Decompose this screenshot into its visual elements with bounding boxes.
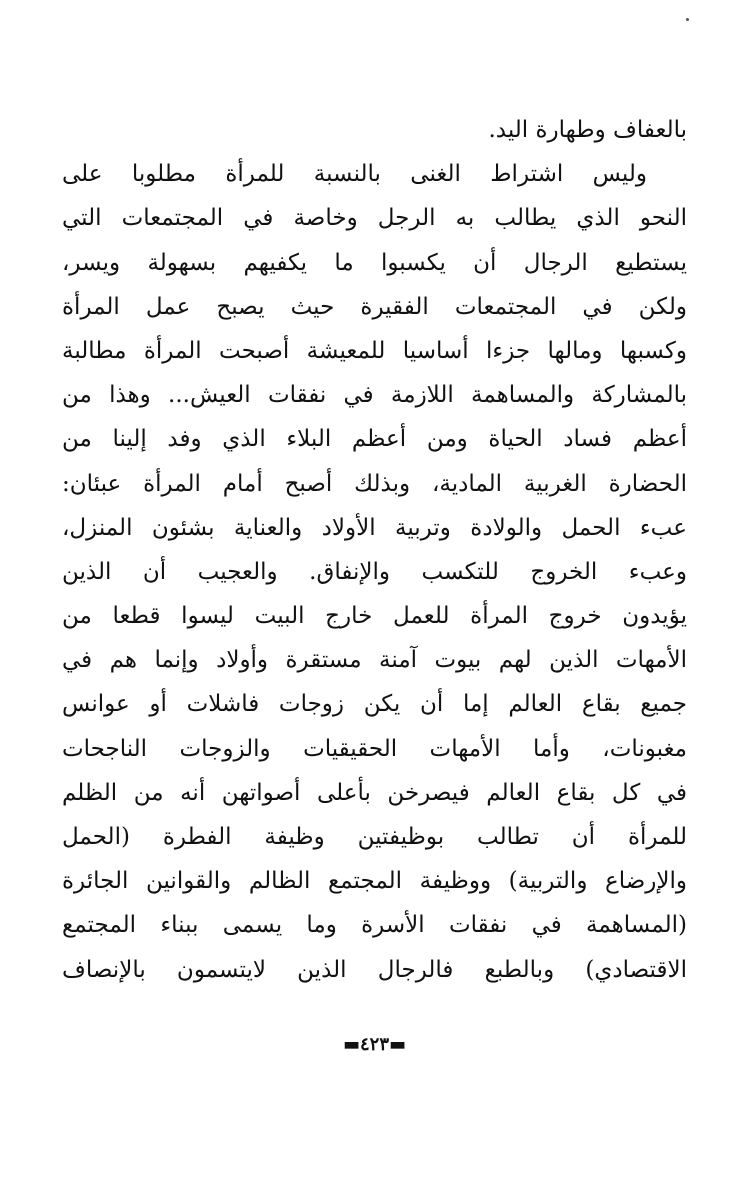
text-line: النحو الذي يطالب به الرجل وخاصة في المجتمعات التي: [62, 205, 687, 232]
text-line: يستطيع الرجال أن يكسبوا ما يكفيهم بسهولة ويسر،: [62, 249, 687, 276]
text-line: ولكن في المجتمعات الفقيرة حيث يصبح عمل المرأة: [62, 293, 687, 320]
text-line: الحضارة الغربية المادية، وبذلك أصبح أمام المرأة عبئان:: [62, 470, 687, 497]
text-line: الاقتصادي) وبالطبع فالرجال الذين لايتسمون بالإنصاف: [62, 956, 687, 983]
paragraph-first-line: وليس اشتراط الغنى بالنسبة للمرأة مطلوبا على: [62, 161, 647, 188]
text-line: وعبء الخروج للتكسب والإنفاق. والعجيب أن الذين: [62, 558, 687, 585]
text-line: للمرأة أن تطالب بوظيفتين وظيفة الفطرة (الحمل: [62, 824, 687, 850]
text-line: الأمهات الذين لهم بيوت آمنة مستقرة وأولاد وإنما هم في: [62, 647, 687, 674]
text-line: بالمشاركة والمساهمة اللازمة في نفقات العيش... وهذا من: [62, 382, 687, 409]
text-line: (المساهمة في نفقات الأسرة وما يسمى ببناء المجتمع: [62, 912, 687, 939]
page-number: ▬٤٢٣▬: [342, 1034, 407, 1055]
text-line: في كل بقاع العالم فيصرخن بأعلى أصواتهن أنه من الظلم: [62, 779, 687, 806]
text-line: جميع بقاع العالم إما أن يكن زوجات فاشلات أو عوانس: [62, 691, 687, 718]
text-line: يؤيدون خروج المرأة للعمل خارج البيت ليسوا قطعا من: [62, 603, 687, 630]
body-text: [62, 108, 687, 992]
text-line: عبء الحمل والولادة وتربية الأولاد والعناية بشئون المنزل،: [62, 514, 687, 541]
text-line: وكسبها ومالها جزءا أساسيا للمعيشة أصبحت المرأة مطالبة: [62, 337, 687, 364]
corner-dot: [686, 18, 689, 21]
text-line: والإرضاع والتربية) ووظيفة المجتمع الظالم والقوانين الجائرة: [62, 868, 687, 895]
text-line: بالعفاف وطهارة اليد.: [488, 117, 687, 143]
text-line: أعظم فساد الحياة ومن أعظم البلاء الذي وفد إلينا من: [62, 426, 687, 453]
text-line: مغبونات، وأما الأمهات الحقيقيات والزوجات الناجحات: [62, 735, 687, 762]
